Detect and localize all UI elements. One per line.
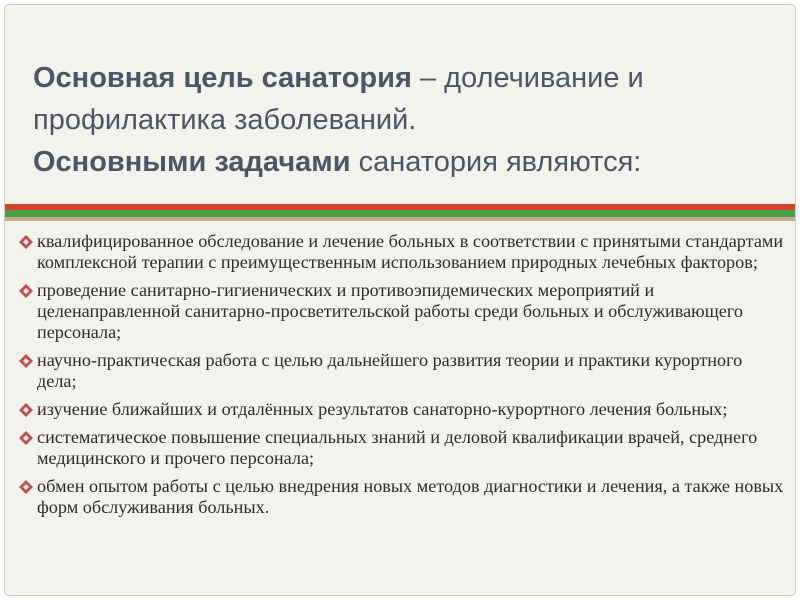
- list-item-text: обмен опытом работы с целью внедрения новых методов диагностики и лечения, а также новых форм обслуживания больных.: [37, 476, 784, 517]
- diamond-bullet-icon: [19, 235, 33, 249]
- stripe-green: [5, 210, 795, 217]
- diamond-bullet-icon: [19, 284, 33, 298]
- diamond-bullet-icon: [19, 431, 33, 445]
- list-item-text: систематическое повышение специальных знаний и деловой квалификации врачей, среднего медицинского и прочего персонала;: [37, 427, 758, 468]
- list-item: [19, 399, 784, 420]
- title-main-goal-rest: – долечивание и: [411, 62, 644, 94]
- list-item-text: проведение санитарно-гигиенических и противоэпидемических мероприятий и целенаправленной санитарно-просветительской работы среди больных и обслуживающего персонала;: [37, 280, 743, 342]
- decorative-stripes: [5, 204, 795, 221]
- list-item-text: квалифицированное обследование и лечение больных в соответствии с принятыми стандартами комплексной терапии с преимущественным использованием природных лечебных факторов;: [37, 231, 784, 272]
- diamond-bullet-icon: [19, 403, 33, 417]
- list-item: [19, 231, 784, 273]
- list-item: [19, 427, 784, 469]
- title-line-2: профилактика заболеваний.: [33, 104, 417, 136]
- diamond-bullet-icon: [19, 480, 33, 494]
- slide-title: [33, 57, 783, 183]
- list-item: [19, 350, 784, 392]
- list-item: [19, 280, 784, 343]
- slide: [4, 4, 796, 596]
- diamond-bullet-icon: [19, 354, 33, 368]
- list-item-text: изучение ближайших и отдалённых результатов санаторно-курортного лечения больных;: [37, 399, 728, 419]
- list-item: [19, 476, 784, 518]
- title-main-tasks: Основными задачами: [33, 146, 351, 178]
- stripe-tan: [5, 217, 795, 221]
- title-main-tasks-rest: санатория являются:: [350, 146, 642, 178]
- title-line-3: [33, 141, 783, 183]
- title-main-goal: Основная цель санатория: [33, 62, 412, 94]
- title-line-1: [33, 57, 783, 99]
- tasks-list: [19, 231, 784, 525]
- list-item-text: научно-практическая работа с целью дальнейшего развития теории и практики курортного дела;: [37, 350, 743, 391]
